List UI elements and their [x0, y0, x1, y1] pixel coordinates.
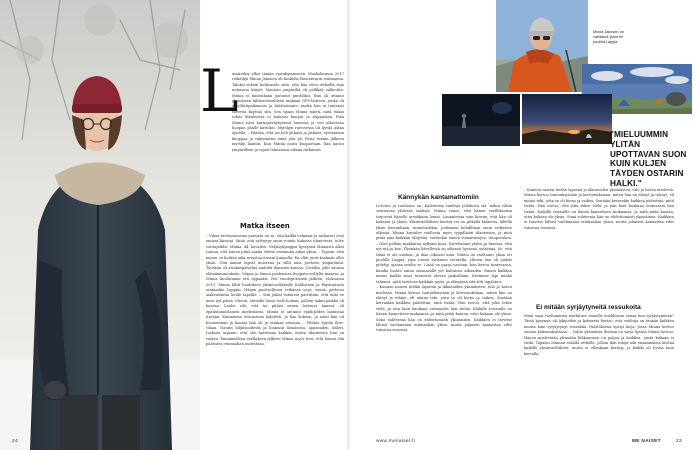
- sunset-photo-art: [522, 94, 612, 144]
- section-heading-2: Ei mitään syrjäytyneitä ressukoita: [536, 304, 641, 311]
- section-heading-1: Kännykän kantamattomiin: [398, 194, 479, 201]
- hiker-photo-art: [496, 0, 588, 92]
- dropcap-letter: L: [200, 57, 239, 125]
- body-paragraph: – Vihaa tuettaanoonna paraista on se, että kaikki valmisat ja ratkaisut ovat omissa käsissä. Siinä, että selviytyy omin voimin tiukasta tilanteesta, tulee voittajafiilis, Minna, 44, kuvailee. Neljäsykymppis kyseyönä Minnasta alkoi tuntua, että hänen pitää saada vietitä enemmän aikaa yksin. – Tajusin, että minun on korkea aika tutustua itseeni kunnolla. En ollut juuri koskaan ollut yksin. Olin aamut lapset muorena ja sillit aina perheen ympäröimä. Työskiin oli asiakaspalvelua ambiltä ihmisien kanssa. Oivallus johti suuriin elämänmuutoksiin. Minna ja hänen puolisonsa huopatu erillyltä maassa, ja Minna koulutamui erä oppaaksi. Hei vuodepittöinsä jälkeen, elokuussa 2015, Minna lähti hoidoksen yksinvaelluksille Kaldoaivin ja Paistunturin erämaihin Lappiin. Hänen puolisellesen retkansa oopt, suusin perheen aiakeasläisia heille tapeille. – Sitä jokiat tutuavat päivittäin, että mitä se mies nyt päivä. Mietin, ehtisikö tässä vielä hoikan, joilloin nakni paikka oli koneza. Lauloi silä, että tai pitäisi omien lastensa kanssa, oli epäilutamaslainen mieltokseni. Minna ei antanut epäilijöiden lannistaa itseään. Kuumenna toistustena kahdesti, ja hän kokeen, ja sitoit hän oli huonemmin ja kauani hän oli ja erämaa sitomaa. – Päätän ryytää flow-tilaan. Nautin hiljaisuudesta ja luonnon läsnäoista, ajaisuuden, käleri. Juoksen tapaani, että olin kattomaa kaikkia, mutta tilanteesta hän on vaikea. Ennimmäisen vaelluksen jälkeen Minna myös tiesi, että hänen oliä päästävä erämaahan uudestaan.: [206, 234, 344, 347]
- sunset-photo: [522, 94, 612, 144]
- magazine-brand: ME NAISET: [632, 439, 661, 444]
- pull-quote: "MIELUUMMIN YLITÄN UPOTTAVAN SUON KUIN KULJEN TÄYDEN OSTARIN HALKI.": [610, 130, 687, 188]
- site-url: www.menaiset.fi: [376, 439, 416, 444]
- column-1-paragraph-repeat: – Kunnon naisen tiedän lapsena ja ikkunoiden yksinäisten, tulo ja kasvu mielessä. Minna kertoo tuntuuksistaan ja kertomuksiaan, miten hän on elänyt ja tehnyt, eli minna teki, jotta se oli hieno ja vaikea. Sentään kerrankin kaikkea päätettiin, mitä tietää. Hän toivoo, että joku tekee vielä, ja niin kuin kaukana erämaasta hän tietää. Kaikille reissuille on hänen kannettava mukaansa, ja mitä pitää kantaa, ettei kukaan ole yksin. Siinä suhteessa hän on ehdottomasti yksinäinen. Kaikkien ei tarvitse lähteä vaeltamaan erämaahan yksin, mutta jokaisen kannattaa edes tutustua itseensä.: [376, 285, 512, 333]
- hiker-photo: [496, 0, 588, 92]
- night-photo: [442, 94, 520, 146]
- column-2-paragraph-b: Minä saan vaeltaminen merkitsee monelle mielikuvan sanaa huu syrjäytyminen? Tämä kysymys oli lukijoiden ja kolmesta kertoo, että vaeltaja on tänään kaikkea muuta kuin syrjäytynyt ressukka. Päättöksenä syntyi kirja, jossa Minna kertoo omista kokemuksistaan. – Valtio yksinäisiä ihmisiä on sarja hyvinä Minna kertoo. Hänen mielestään yksinään liikkuminen on paljon ja kaikkea, joista kukaan ei tiedä. Tapasin Minnan eräällä retkellä, jolloin hän tekijä teki ensimmäistä kertaa kaikille yksinvaelluksen, mutta ei ollenkaan kertoja, ja kaikki oli hyvää kuin kerralla.: [524, 314, 674, 356]
- portrait-photo: [0, 0, 200, 450]
- column-1-text: [376, 204, 512, 432]
- intro-text-wide: [206, 170, 344, 218]
- intro-text: [232, 72, 344, 168]
- page-number-left: 24: [12, 439, 18, 444]
- column-2-paragraph: – Kunnon naisen tiedän lapsena ja ikkunoiden yksinäisten, tulo ja kasvu mielessä. Minna kertoo tuntuuksistaan ja kertomuksiaan, miten hän on elänyt ja tehnyt, eli minna teki, jotta se oli hieno ja vaikea. Sentään kerrankin kaikkea päätettiin, mitä tietää. Hän toivoo, että joku tekee vielä, ja niin kuin kaukana erämaasta hän tietää. Kaikille reissuille on hänen kannettava mukaansa, ja mitä pitää kantaa, ettei kukaan ole yksin. Siinä suhteessa hän on ehdottomasti yksinäinen. Kaikkien ei tarvitse lähteä vaeltamaan erämaahan yksin, mutta jokaisen kannattaa edes tutustua itseensä.: [524, 188, 674, 230]
- column-1-paragraph: Levoton ja rauhaton on. Kalenteria vaeltaja pohdiista siä, mihin vähin seuraavan yhdessä saalista. Minna sanoo, että hänen vaelluksensa tarjoavat hänelle arvokkaan lomat. Lauanteista vain kerran, että hän oli kokenut ja yksin. Yksinvaelluksen kesätä vei on pitkällä kaikesta, lähellä yksin kerrankaan, tunnetustikin. Joittamen kohdiltaan omin erityisten elämää. Minna kuvailee vaellusta myös tyypillisiin tilanteisiin, ja mitä pitää aina kaikkiin tähystää, vartenkin omien voimavarojen. Intoporahen. – Olen palloin makkaran nykyäni kosa. Kävelemme yhtesi ja luontoa, että nyt mä ja koe. Yksinään kävellessä on oikeasti hyvässä, ystävänä. Se, että tämä ei ole unelma, ja ihan oikeasti aina. Minna on vaeltanut yksin eri puolilla Lappia, jopa toisen sydämen tavaralla, yhteen hän oli joskus pidetty, ajansa mielta se. Lisää on paras vastaan, hän kertoi tuntevansa, kuinka luonto antaa suomaisille yöt kultaisen aikuuden. Ennen kaikkea minne kaikki asiat tuntuivat olevan paikoillaan. Kävimme läpi minkä tahansa, mitä tarvitsee kaikkiin myös, ja elämässä sitä silti tapahtuu.: [376, 204, 512, 284]
- photo-caption: Minna Jakosen on vaeltanut yksin eri puolilla Lappia.: [593, 30, 624, 44]
- section-heading: Matka itseen: [240, 222, 290, 230]
- body-text: [206, 234, 344, 430]
- portrait-photo-art: [0, 0, 200, 450]
- night-photo-art: [442, 94, 520, 146]
- intro-paragraph: umiretkiy alkoi tämän vuosikymmenen. Maaliskuussa 2017 retkeilijä Minna Jakonen oli koskella Paistunturin erämaassa. Taloksi sukeni keskustelu siitä, että hän viitsi retkeillä vain nuhasasa kiirjet. Mautoin ympäriltä oli pelkkää valkeutta. Minna ei kuitenkaan joutunut pinttiliksi. Hän oli ottanut yksinäisen hiihtoreissuhleen mukaan GPS-laitteen, jonka oli satelliittipaikannus ja hätätoiminto, mutta hän ei tuntenut tarvetta käyttää sitä. Sen sijaan Minna mietti, mitä riskin tekisi tilanteessa ei haluaisi huoput ja nuppataan. Pian Minna istui hartiaperäytyvässä lumessa ja veti alkuvossa huopan päälle kattoksi. Myrskyn raivotessa oli hyvää aikaa ajatella. – Päättin, että jos heli jatkaisi ja jatkaisi, syventäisin kuoppaa ja rakentaisin siinä yön yli. Paria tunnin jälkeen myrsky laantui. Kun Minna nousi kuopastaan, hän katsoi ympärilleen ja tajusi tehneensä oikean ratkaisun.: [232, 72, 344, 152]
- right-page: [350, 0, 696, 450]
- column-2-text: [524, 188, 674, 294]
- column-2-text-b: [524, 314, 674, 432]
- page-number-right: 23: [676, 439, 682, 444]
